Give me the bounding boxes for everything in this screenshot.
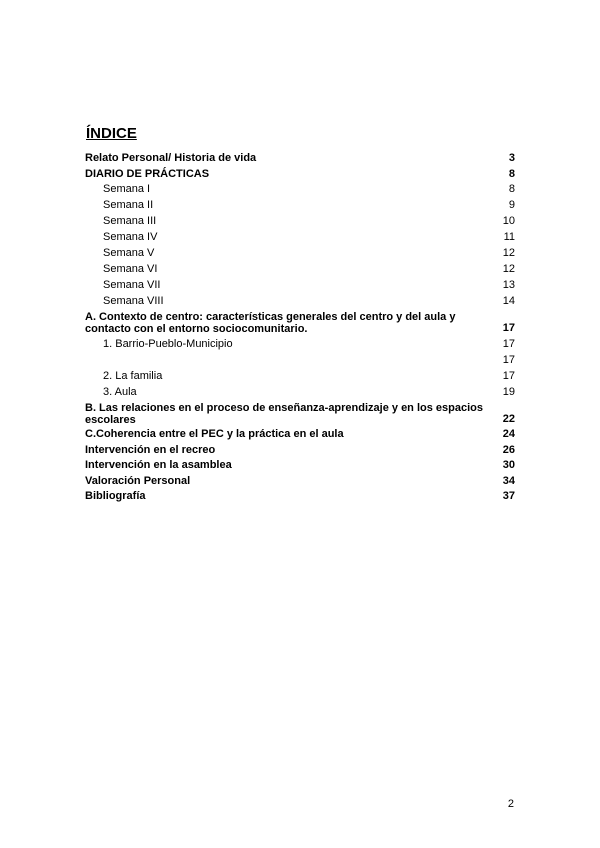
toc-subentry: Semana VI 12 <box>103 263 515 275</box>
toc-subentry: Semana III 10 <box>103 215 515 227</box>
toc-entry: DIARIO DE PRÁCTICAS 8 <box>85 167 515 180</box>
toc-subentry: 2. La familia 17 <box>103 369 515 382</box>
toc-subentry: 17 <box>502 353 515 366</box>
toc-subentry: Semana IV 11 <box>103 231 515 243</box>
toc-entry: C.Coherencia entre el PEC y la práctica en el aula 24 <box>85 428 515 440</box>
toc-entry: Relato Personal/ Historia de vida 3 <box>85 152 515 164</box>
toc-entry: Valoración Personal 34 <box>85 474 515 487</box>
toc-subentry: Semana I 8 <box>103 183 515 195</box>
toc-subentry: Semana VII 13 <box>103 279 515 291</box>
toc-subentry: Semana II 9 <box>103 199 515 211</box>
toc-entry: Intervención en la asamblea 30 <box>85 459 515 471</box>
page-number: 2 <box>507 798 514 810</box>
toc-subentry: 1. Barrio-Pueblo-Municipio 17 <box>103 337 515 350</box>
toc-list <box>85 152 515 506</box>
toc-entry: B. Las relaciones en el proceso de enseñanza-aprendizaje y en los espacios escolares 22 <box>85 401 515 426</box>
toc-subentry: Semana VIII 14 <box>103 295 515 307</box>
toc-subentry: 3. Aula 19 <box>103 385 515 398</box>
toc-entry: A. Contexto de centro: características generales del centro y del aula y contacto con el entorno sociocomunitario. 17 <box>85 311 515 335</box>
toc-title: ÍNDICE <box>86 125 137 142</box>
toc-subentry: Semana V 12 <box>103 247 515 259</box>
toc-entry: Intervención en el recreo 26 <box>85 443 515 456</box>
toc-entry: Bibliografía 37 <box>85 490 515 502</box>
